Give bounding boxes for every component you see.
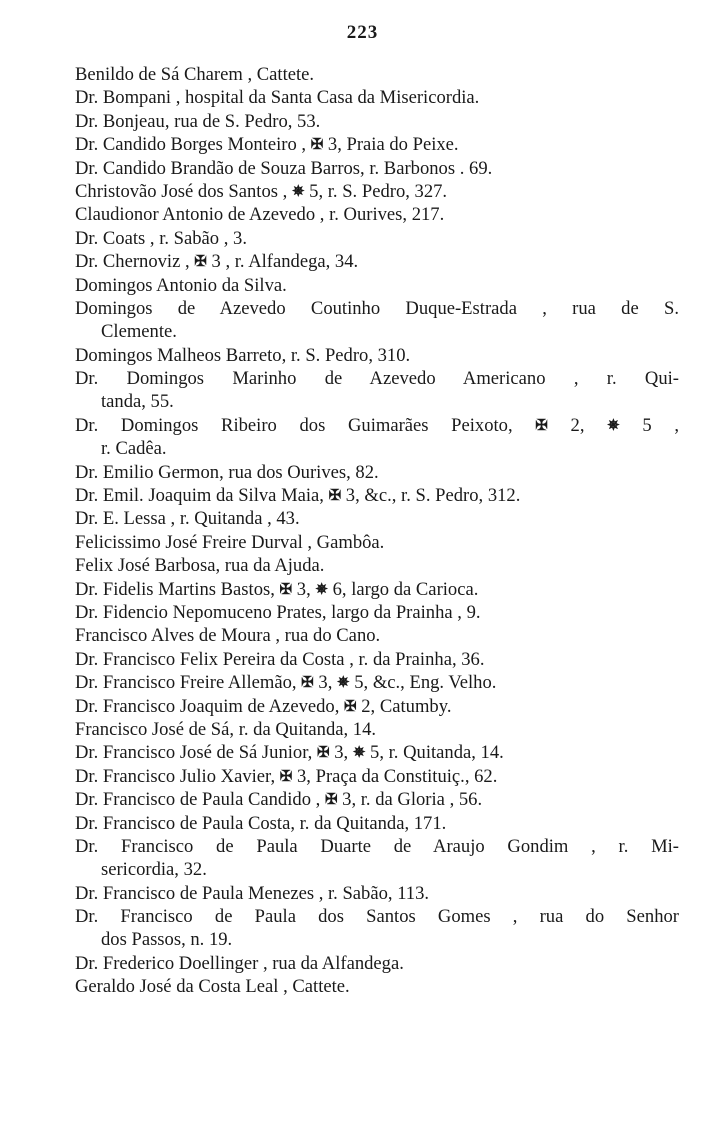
- directory-entry: [0, 718, 725, 741]
- order-star-icon: ✵: [291, 183, 305, 200]
- order-cross-icon: ✠: [344, 698, 357, 715]
- entry-line: Dr. Francisco Joaquim de Azevedo, ✠ 2, Catumby.: [75, 695, 725, 718]
- entry-line: Felix José Barbosa, rua da Ajuda.: [75, 555, 325, 577]
- entry-line: Dr. Francisco de Paula Menezes , r. Sabão, 113.: [75, 882, 430, 904]
- entry-line: Dr. Candido Brandão de Souza Barros, r. Barbonos . 69.: [75, 157, 493, 179]
- entry-line: Felicissimo José Freire Durval , Gambôa.: [75, 531, 385, 553]
- directory-entry: [0, 578, 725, 601]
- entry-line: Dr. Candido Borges Monteiro , ✠ 3, Praia do Peixe.: [75, 133, 725, 156]
- entry-line: Dr. Coats , r. Sabão , 3.: [75, 227, 247, 249]
- entry-continuation-line: sericordia, 32.: [101, 859, 207, 881]
- directory-entry: [0, 765, 725, 788]
- order-cross-icon: ✠: [324, 792, 338, 809]
- entry-line: Dr. Francisco Felix Pereira da Costa , r. da Prainha, 36.: [75, 648, 485, 670]
- directory-entry: [0, 741, 725, 764]
- entry-line: Dr. Fidencio Nepomuceno Prates, largo da Prainha , 9.: [75, 601, 481, 623]
- directory-entry: [0, 274, 725, 297]
- entry-line: Benildo de Sá Charem , Cattete.: [75, 64, 315, 85]
- entry-continuation-line: Clemente.: [101, 321, 177, 343]
- directory-entry: [0, 624, 725, 647]
- entry-line: Dr. Francisco Julio Xavier, ✠ 3, Praça da Constituiç., 62.: [75, 765, 725, 788]
- directory-entry: [0, 250, 725, 273]
- entry-line: Dr. E. Lessa , r. Quitanda , 43.: [75, 508, 300, 530]
- directory-entry: [0, 484, 725, 507]
- order-cross-icon: ✠: [316, 745, 330, 762]
- entry-continuation-line: tanda, 55.: [101, 391, 174, 413]
- directory-entry: [0, 63, 725, 86]
- order-cross-icon: ✠: [310, 137, 324, 154]
- entry-line: Dr. Francisco Freire Allemão, ✠ 3, ✵ 5, &c., Eng. Velho.: [75, 671, 725, 694]
- order-star-icon: ✵: [337, 675, 350, 692]
- directory-entry: [0, 531, 725, 554]
- directory-entry: [0, 110, 725, 133]
- directory-entry: [0, 905, 725, 952]
- directory-entry: [0, 180, 725, 203]
- directory-entry: [0, 671, 725, 694]
- entry-continuation-line: dos Passos, n. 19.: [101, 929, 233, 951]
- order-cross-icon: ✠: [328, 488, 342, 505]
- page-number: 223: [346, 22, 379, 43]
- directory-entry: [0, 695, 725, 718]
- entry-continuation-line: r. Cadêa.: [101, 438, 167, 460]
- order-cross-icon: ✠: [279, 581, 293, 598]
- directory-entry: [0, 554, 725, 577]
- entry-line: Dr. Bompani , hospital da Santa Casa da Misericordia.: [75, 87, 480, 109]
- directory-entry: [0, 507, 725, 530]
- entry-line: Domingos Antonio da Silva.: [75, 274, 287, 296]
- directory-entry: [0, 812, 725, 835]
- entry-line: Dr. Francisco de Paula Costa, r. da Quitanda, 171.: [75, 812, 447, 834]
- directory-entry: [0, 601, 725, 624]
- directory-entry: [0, 461, 725, 484]
- directory-entry: [0, 227, 725, 250]
- directory-list: [0, 63, 725, 999]
- order-star-icon: ✵: [352, 745, 366, 762]
- entry-line: Dr. Domingos Marinho de Azevedo Americano , r. Qui-: [75, 368, 679, 390]
- directory-entry: [0, 952, 725, 975]
- order-star-icon: ✵: [607, 417, 620, 434]
- entry-line: Dr. Francisco de Paula Duarte de Araujo Gondim , r. Mi-: [75, 835, 679, 857]
- order-star-icon: ✵: [315, 581, 328, 598]
- order-cross-icon: ✠: [301, 675, 314, 692]
- directory-entry: [0, 882, 725, 905]
- entry-line: Claudionor Antonio de Azevedo , r. Ourives, 217.: [75, 204, 445, 226]
- entry-line: Dr. Francisco José de Sá Junior, ✠ 3, ✵ 5, r. Quitanda, 14.: [75, 741, 725, 764]
- entry-line: Dr. Chernoviz , ✠ 3 , r. Alfandega, 34.: [75, 250, 725, 273]
- entry-line: Francisco Alves de Moura , rua do Cano.: [75, 625, 381, 647]
- entry-line: Francisco José de Sá, r. da Quitanda, 14.: [75, 718, 377, 740]
- entry-line: Dr. Fidelis Martins Bastos, ✠ 3, ✵ 6, largo da Carioca.: [75, 578, 725, 601]
- directory-entry: [0, 297, 725, 344]
- entry-line: Geraldo José da Costa Leal , Cattete.: [75, 976, 350, 998]
- directory-entry: [0, 648, 725, 671]
- order-cross-icon: ✠: [535, 417, 548, 434]
- directory-entry: [0, 86, 725, 109]
- directory-entry: [0, 414, 725, 461]
- directory-entry: [0, 344, 725, 367]
- directory-entry: [0, 203, 725, 226]
- entry-line: Dr. Francisco de Paula dos Santos Gomes , rua do Senhor: [75, 906, 679, 928]
- entry-line: Domingos de Azevedo Coutinho Duque-Estrada , rua de S.: [75, 297, 679, 319]
- entry-line: Dr. Frederico Doellinger , rua da Alfandega.: [75, 952, 404, 974]
- entry-line: Dr. Bonjeau, rua de S. Pedro, 53.: [75, 110, 321, 132]
- directory-entry: [0, 975, 725, 998]
- directory-entry: [0, 367, 725, 414]
- entry-line: Domingos Malheos Barreto, r. S. Pedro, 310.: [75, 344, 411, 366]
- directory-entry: [0, 788, 725, 811]
- directory-entry: [0, 157, 725, 180]
- entry-line: Dr. Francisco de Paula Candido , ✠ 3, r. da Gloria , 56.: [75, 788, 725, 811]
- order-cross-icon: ✠: [279, 768, 293, 785]
- directory-entry: [0, 835, 725, 882]
- directory-entry: [0, 133, 725, 156]
- order-cross-icon: ✠: [194, 254, 207, 271]
- entry-line: Christovão José dos Santos , ✵ 5, r. S. Pedro, 327.: [75, 180, 725, 203]
- entry-line: Dr. Emil. Joaquim da Silva Maia, ✠ 3, &c., r. S. Pedro, 312.: [75, 484, 725, 507]
- entry-line: Dr. Domingos Ribeiro dos Guimarães Peixoto, ✠ 2, ✵ 5 ,: [75, 414, 679, 437]
- entry-line: Dr. Emilio Germon, rua dos Ourives, 82.: [75, 461, 379, 483]
